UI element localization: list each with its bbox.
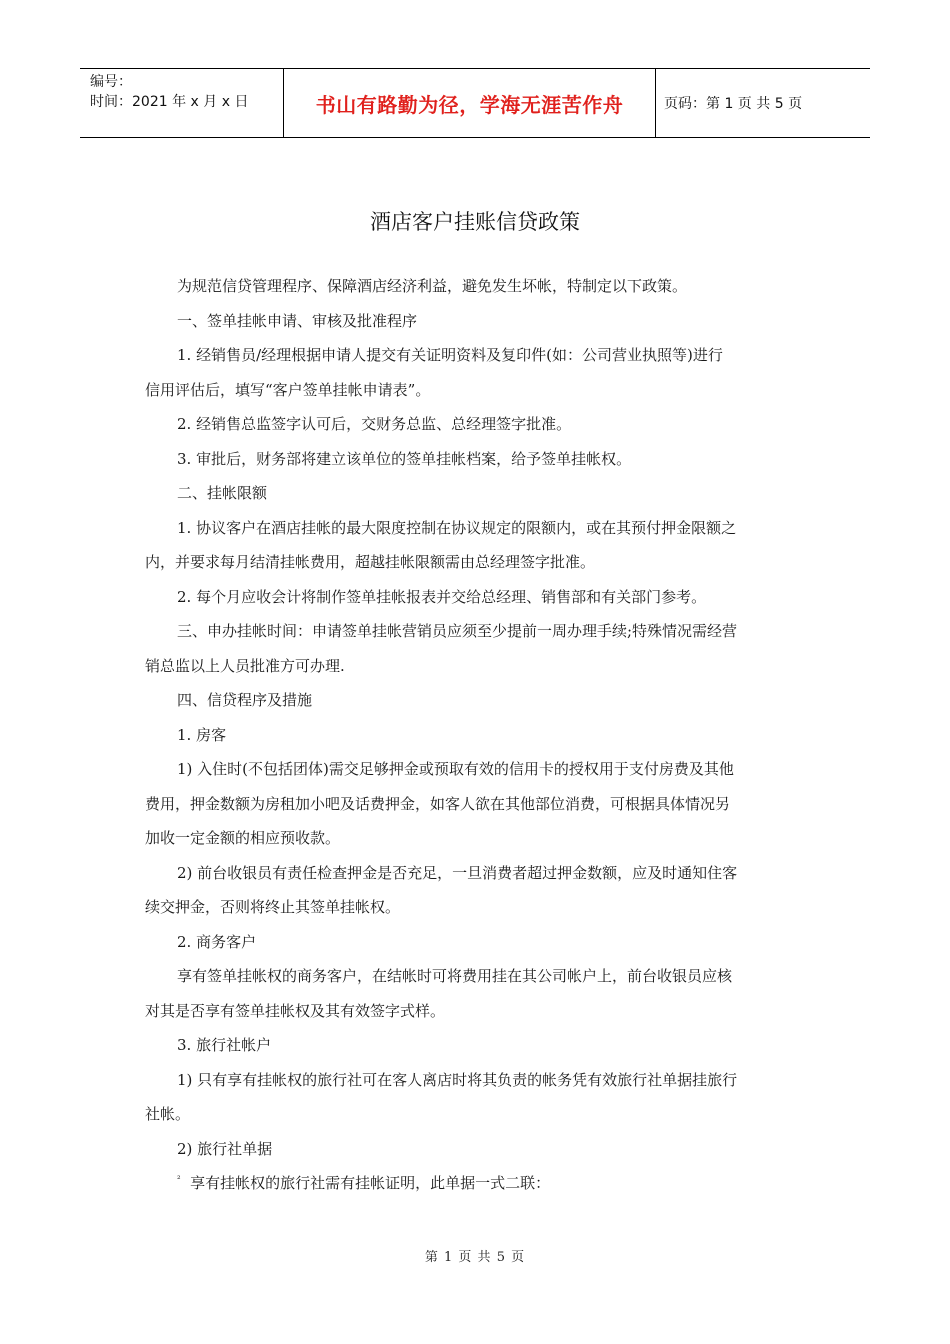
section-heading-3: 三、申办挂帐时间：申请签单挂帐营销员应须至少提前一周办理手续;特殊情况需经营 (177, 622, 738, 640)
paragraph-1-2: 2. 经销售总监签字认可后，交财务总监、总经理签字批准。 (177, 415, 572, 433)
paragraph-2-1: 1. 协议客户在酒店挂帐的最大限度控制在协议规定的限额内，或在其预付押金限额之 (177, 518, 737, 537)
bullet-paragraph (145, 1166, 807, 1201)
header-page-info: 页码：第 1 页 共 5 页 (664, 96, 803, 112)
paragraph-2-2: 2. 每个月应收会计将制作签单挂帐报表并交给总经理、销售部和有关部门参考。 (177, 587, 707, 606)
paragraph-4-1-1-cont-b: 加收一定金额的相应预收款。 (145, 829, 341, 847)
paragraph-4-3-1-cont: 社帐。 (145, 1105, 191, 1123)
paragraph-1-3: 3. 审批后，财务部将建立该单位的签单挂帐档案，给予签单挂帐权。 (177, 449, 632, 468)
paragraph-4-1-2: 2) 前台收银员有责任检查押金是否充足，一旦消费者超过押金数额，应及时通知住客 (177, 863, 738, 882)
bullet-mark: ² (177, 1175, 181, 1185)
number-label: 编号： (90, 74, 132, 90)
subheading-travel-agency: 3. 旅行社帐户 (177, 1036, 272, 1054)
paragraph-1-1: 1. 经销售员/经理根据申请人提交有关证明资料及复印件(如：公司营业执照等)进行 (177, 346, 723, 364)
page-footer: 第 1 页 共 5 页 (424, 1250, 526, 1265)
time-label: 时间：2021 年 x 月 x 日 (90, 94, 249, 110)
section-heading-1: 一、签单挂帐申请、审核及批准程序 (177, 311, 418, 330)
motto-text: 书山有路勤为径，学海无涯苦作舟 (315, 92, 624, 117)
document-body (145, 269, 807, 1201)
section-heading-3-cont: 销总监以上人员批准方可办理. (145, 656, 345, 675)
paragraph-4-1-1: 1) 入住时(不包括团体)需交足够押金或预取有效的信用卡的授权用于支付房费及其他 (177, 760, 734, 778)
paragraph-4-1-1-cont-a: 费用，押金数额为房租加小吧及话费押金，如客人欲在其他部位消费，可根据具体情况另 (145, 794, 731, 813)
paragraph-2-1-cont: 内，并要求每月结清挂帐费用，超越挂帐限额需由总经理签字批准。 (145, 553, 596, 571)
paragraph-4-2-cont: 对其是否享有签单挂帐权及其有效签字式样。 (145, 1001, 446, 1020)
header-motto-cell (283, 69, 656, 137)
document-title: 酒店客户挂账信贷政策 (370, 210, 580, 234)
paragraph-1-1-cont: 信用评估后，填写“客户签单挂帐申请表”。 (145, 380, 431, 399)
header-meta (80, 69, 283, 137)
section-heading-2: 二、挂帐限额 (177, 484, 268, 502)
bullet-text: 享有挂帐权的旅行社需有挂帐证明，此单据一式二联： (190, 1174, 551, 1192)
paragraph-4-3-2: 2) 旅行社单据 (177, 1139, 273, 1158)
intro-paragraph: 为规范信贷管理程序、保障酒店经济利益，避免发生坏帐，特制定以下政策。 (177, 277, 688, 295)
paragraph-4-2: 享有签单挂帐权的商务客户，在结帐时可将费用挂在其公司帐户上，前台收银员应核 (177, 967, 733, 985)
paragraph-4-3-1: 1) 只有享有挂帐权的旅行社可在客人离店时将其负责的帐务凭有效旅行社单据挂旅行 (177, 1070, 738, 1089)
paragraph-4-1-2-cont: 续交押金，否则将终止其签单挂帐权。 (145, 898, 401, 916)
section-heading-4: 四、信贷程序及措施 (177, 691, 313, 709)
subheading-guests: 1. 房客 (177, 725, 227, 744)
page-header (80, 68, 870, 138)
subheading-business: 2. 商务客户 (177, 932, 257, 951)
